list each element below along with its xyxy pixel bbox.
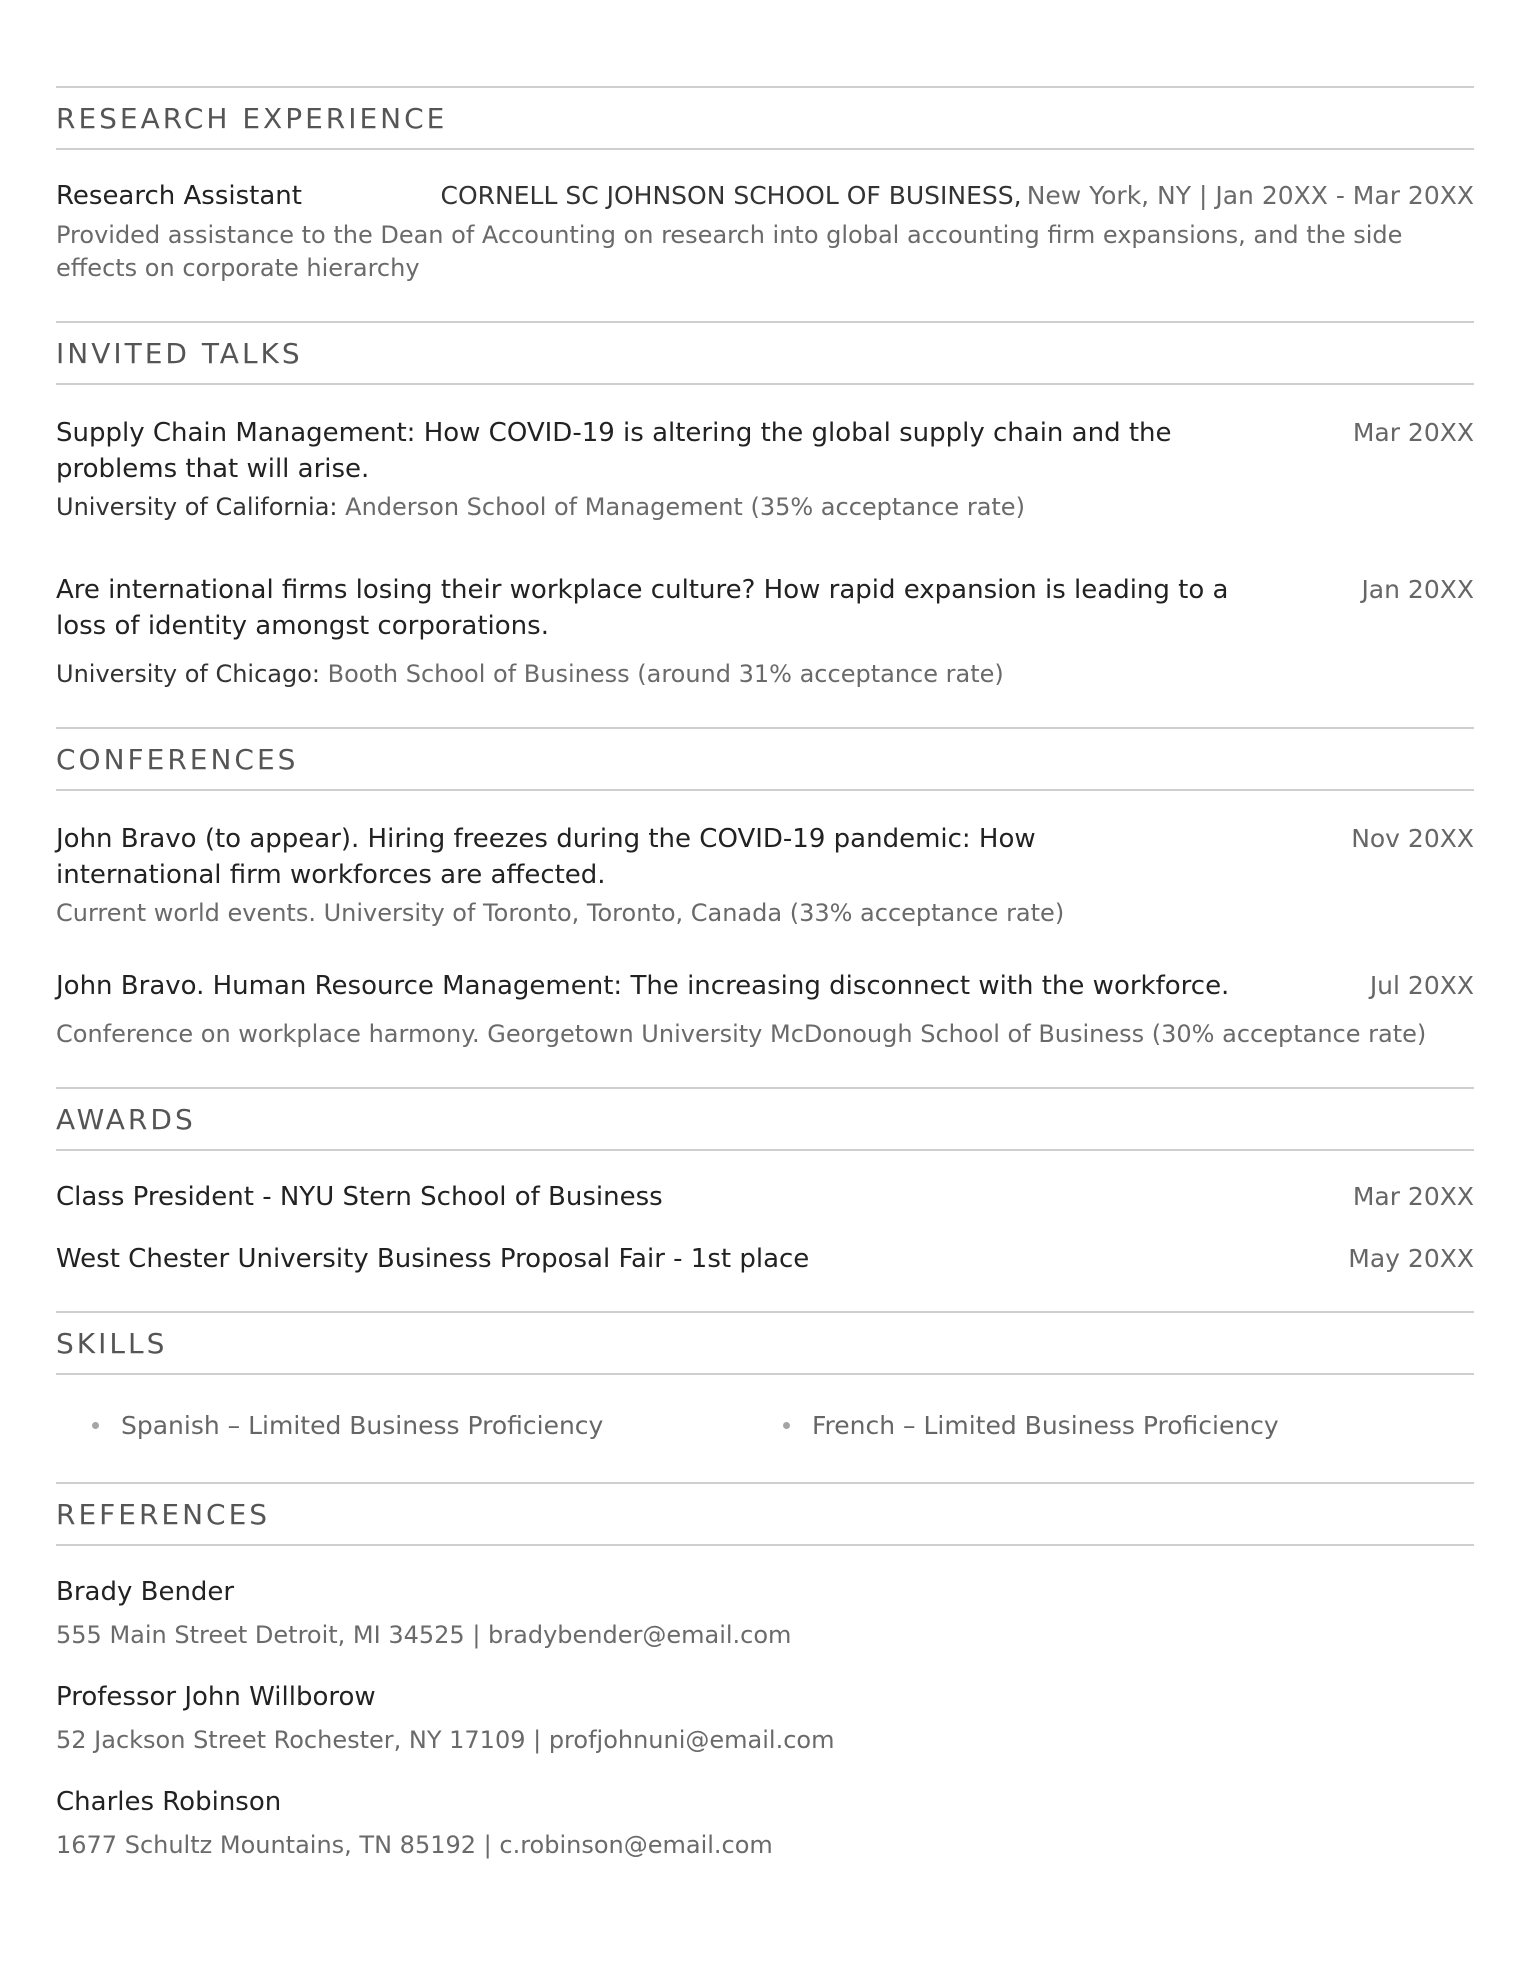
- resume-page: [56, 86, 1474, 1863]
- skills-section: [56, 1311, 1474, 1482]
- reference-entry: [56, 1758, 1474, 1863]
- award-entry: [56, 1151, 1474, 1215]
- talk-entry: [56, 524, 1474, 727]
- skills-list: [56, 1375, 1474, 1482]
- conference-detail: Current world events. University of Toronto, Toronto, Canada (33% acceptance rate): [56, 899, 1065, 927]
- invited-talks-section: [56, 321, 1474, 727]
- section-title: INVITED TALKS: [56, 337, 303, 370]
- reference-name: Brady Bender: [56, 1577, 235, 1607]
- entry-header: [56, 572, 1474, 644]
- entry-header: [56, 821, 1474, 893]
- skill-item: [92, 1411, 783, 1440]
- section-header: [56, 1089, 1474, 1151]
- reference-name: Professor John Willborow: [56, 1682, 376, 1712]
- section-title: AWARDS: [56, 1103, 196, 1136]
- section-title: CONFERENCES: [56, 743, 299, 776]
- award-title: West Chester University Business Proposal Fair - 1st place: [56, 1244, 810, 1274]
- entry-header: [56, 1179, 1474, 1215]
- talk-entry: [56, 385, 1474, 524]
- skill-item: [783, 1411, 1474, 1440]
- conference-title: John Bravo (to appear). Hiring freezes during the COVID-19 pandemic: How international firm workforces are affected.: [56, 824, 1036, 890]
- conference-entry: [56, 791, 1474, 930]
- reference-name: Charles Robinson: [56, 1787, 282, 1817]
- entry-header: [56, 415, 1474, 487]
- awards-section: [56, 1087, 1474, 1311]
- conference-entry: [56, 930, 1474, 1087]
- entry-description: Provided assistance to the Dean of Accounting on research into global accounting firm expansions, and the side effects on corporate hierarchy: [56, 221, 1403, 282]
- conference-detail: Conference on workplace harmony. Georgetown University McDonough School of Business (30% acceptance rate): [56, 1020, 1427, 1048]
- reference-entry: [56, 1653, 1474, 1758]
- location-dates: New York, NY | Jan 20XX - Mar 20XX: [1026, 181, 1474, 210]
- conferences-section: [56, 727, 1474, 1087]
- skill-text: French – Limited Business Proficiency: [812, 1411, 1279, 1440]
- section-title: RESEARCH EXPERIENCE: [56, 102, 448, 135]
- talk-date: Mar 20XX: [1352, 418, 1474, 447]
- talk-venue: [56, 491, 1474, 524]
- award-date: Mar 20XX: [1352, 1182, 1474, 1211]
- reference-entry: [56, 1546, 1474, 1653]
- talk-title: Are international firms losing their workplace culture? How rapid expansion is leading to a loss of identity amongst corporations.: [56, 575, 1229, 641]
- research-experience-section: [56, 86, 1474, 321]
- section-header: [56, 1484, 1474, 1546]
- reference-contact: 555 Main Street Detroit, MI 34525 | bradybender@email.com: [56, 1621, 792, 1649]
- talk-detail: Booth School of Business (around 31% acceptance rate): [327, 660, 1004, 688]
- bullet-icon: [783, 1422, 790, 1429]
- talk-detail: Anderson School of Management (35% acceptance rate): [345, 493, 1025, 521]
- section-title: REFERENCES: [56, 1498, 271, 1531]
- skill-text: Spanish – Limited Business Proficiency: [121, 1411, 604, 1440]
- talk-venue: [56, 658, 1474, 691]
- talk-date: Jan 20XX: [1361, 575, 1474, 604]
- section-header: [56, 729, 1474, 791]
- talk-title: Supply Chain Management: How COVID-19 is altering the global supply chain and the problems that will arise.: [56, 418, 1172, 484]
- talk-institution: University of Chicago:: [56, 660, 320, 688]
- award-date: May 20XX: [1348, 1244, 1474, 1273]
- section-header: [56, 323, 1474, 385]
- entry-header: [56, 178, 1474, 217]
- entry-header: [56, 968, 1474, 1004]
- talk-institution: University of California:: [56, 493, 338, 521]
- section-header: [56, 88, 1474, 150]
- entry-header: [56, 1241, 1474, 1277]
- references-section: [56, 1482, 1474, 1863]
- award-entry: [56, 1215, 1474, 1311]
- section-header: [56, 1313, 1474, 1375]
- conference-date: Jul 20XX: [1369, 971, 1474, 1000]
- organization-line: [441, 178, 1474, 217]
- organization-name: CORNELL SC JOHNSON SCHOOL OF BUSINESS,: [440, 181, 1022, 210]
- bullet-icon: [92, 1422, 99, 1429]
- research-entry: [56, 150, 1474, 321]
- reference-contact: 52 Jackson Street Rochester, NY 17109 | profjohnuni@email.com: [56, 1726, 835, 1754]
- reference-contact: 1677 Schultz Mountains, TN 85192 | c.robinson@email.com: [56, 1831, 773, 1859]
- conference-date: Nov 20XX: [1351, 824, 1474, 853]
- award-title: Class President - NYU Stern School of Business: [56, 1182, 663, 1212]
- section-title: SKILLS: [56, 1327, 168, 1360]
- conference-title: John Bravo. Human Resource Management: The increasing disconnect with the workforce.: [56, 971, 1230, 1001]
- role-title: Research Assistant: [56, 181, 302, 211]
